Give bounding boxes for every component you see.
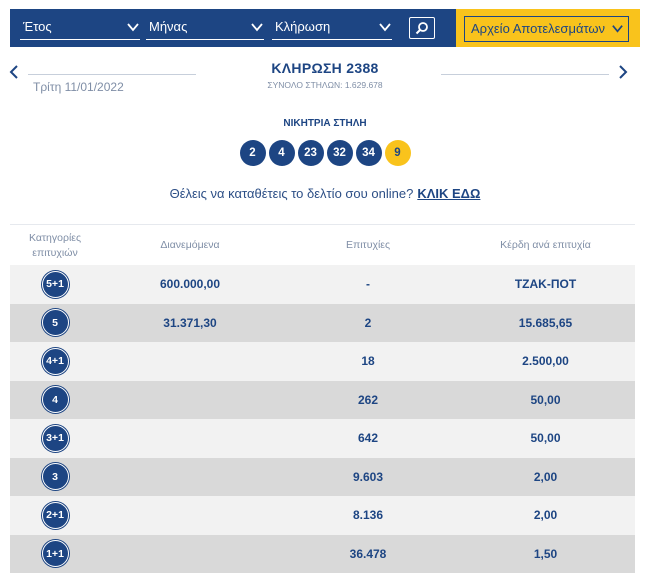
distributed-cell <box>100 342 280 381</box>
distributed-cell: 600.000,00 <box>159 277 221 292</box>
winning-title: ΝΙΚΗΤΡΙΑ ΣΤΗΛΗ <box>283 118 367 129</box>
category-cell <box>10 381 100 420</box>
archive-select-label: Αρχείο Αποτελεσμάτων <box>471 21 606 36</box>
archive-select[interactable] <box>464 16 629 42</box>
header-winners: Επιτυχίες <box>345 239 391 252</box>
category-badge: 2+1 <box>42 502 69 529</box>
winners-cell: 9.603 <box>352 469 384 484</box>
distributed-cell: 31.371,30 <box>163 315 217 330</box>
category-cell <box>10 304 100 343</box>
winners-cell: 36.478 <box>349 546 387 561</box>
table-row <box>10 342 635 381</box>
category-cell <box>10 265 100 304</box>
table-header <box>10 224 635 265</box>
prize-cell: 50,00 <box>530 431 561 446</box>
winning-number: 4 <box>269 140 295 166</box>
online-prompt-text: Θέλεις να καταθέτεις το δελτίο σου online? <box>169 186 414 201</box>
category-badge: 4+1 <box>42 348 69 375</box>
chevron-down-icon <box>611 22 624 35</box>
month-select[interactable] <box>146 16 264 40</box>
category-badge: 5+1 <box>42 271 69 298</box>
table-row <box>10 381 635 420</box>
prize-cell: 1,50 <box>533 546 558 561</box>
distributed-cell <box>100 496 280 535</box>
archive-panel <box>456 9 640 47</box>
month-select-label: Μήνας <box>149 19 188 34</box>
winners-cell: 262 <box>357 392 379 407</box>
table-row <box>10 458 635 497</box>
category-badge: 1+1 <box>42 540 69 567</box>
table-row <box>10 265 635 304</box>
draw-select[interactable] <box>272 16 392 40</box>
distributed-cell <box>100 458 280 497</box>
prize-cell: 50,00 <box>530 392 561 407</box>
winners-cell: 18 <box>361 354 375 369</box>
winners-cell: 2 <box>364 315 372 330</box>
distributed-cell <box>100 381 280 420</box>
prize-cell: 2,00 <box>533 508 558 523</box>
table-row <box>10 419 635 458</box>
winners-cell: 642 <box>357 431 379 446</box>
category-badge: 3 <box>42 463 69 490</box>
category-cell <box>10 458 100 497</box>
table-row <box>10 304 635 343</box>
online-link[interactable]: ΚΛΙΚ ΕΔΩ <box>417 186 481 201</box>
winning-number: 23 <box>298 140 324 166</box>
winning-number: 2 <box>240 140 266 166</box>
table-body <box>10 265 635 573</box>
table-row <box>10 496 635 535</box>
search-icon <box>415 21 429 35</box>
category-cell <box>10 419 100 458</box>
category-cell <box>10 496 100 535</box>
draw-select-label: Κλήρωση <box>275 19 331 34</box>
winning-numbers <box>0 140 650 166</box>
online-prompt <box>0 186 650 201</box>
draw-total-columns: ΣΥΝΟΛΟ ΣΤΗΛΩΝ: 1.629.678 <box>267 80 383 90</box>
prize-cell: 2,00 <box>533 469 558 484</box>
joker-number: 9 <box>385 140 411 166</box>
draw-title: ΚΛΗΡΩΣΗ 2388 <box>271 60 379 76</box>
search-button[interactable] <box>409 17 435 39</box>
category-badge: 3+1 <box>42 425 69 452</box>
prize-cell: 15.685,65 <box>518 315 573 330</box>
chevron-down-icon <box>126 20 140 34</box>
filter-bar <box>10 9 640 47</box>
winning-number: 34 <box>356 140 382 166</box>
year-select[interactable] <box>20 16 140 40</box>
draw-date: Τρίτη 11/01/2022 <box>33 80 124 94</box>
chevron-down-icon <box>378 20 392 34</box>
chevron-down-icon <box>250 20 264 34</box>
category-badge: 5 <box>42 309 69 336</box>
category-cell <box>10 342 100 381</box>
winners-cell: - <box>366 277 370 292</box>
distributed-cell <box>100 419 280 458</box>
results-table <box>10 224 635 573</box>
winning-number: 32 <box>327 140 353 166</box>
prize-cell: ΤΖΑΚ-ΠΟΤ <box>514 277 577 292</box>
header-distributed: Διανεμόμενα <box>160 239 220 252</box>
table-row <box>10 535 635 574</box>
year-select-label: Έτος <box>23 19 52 34</box>
winners-cell: 8.136 <box>352 508 384 523</box>
distributed-cell <box>100 535 280 574</box>
header-categories: Κατηγορίες επιτυχιών <box>28 232 82 259</box>
header-prize-per-winner: Κέρδη ανά επιτυχία <box>500 239 591 252</box>
category-cell <box>10 535 100 574</box>
category-badge: 4 <box>42 386 69 413</box>
prize-cell: 2.500,00 <box>522 354 569 369</box>
